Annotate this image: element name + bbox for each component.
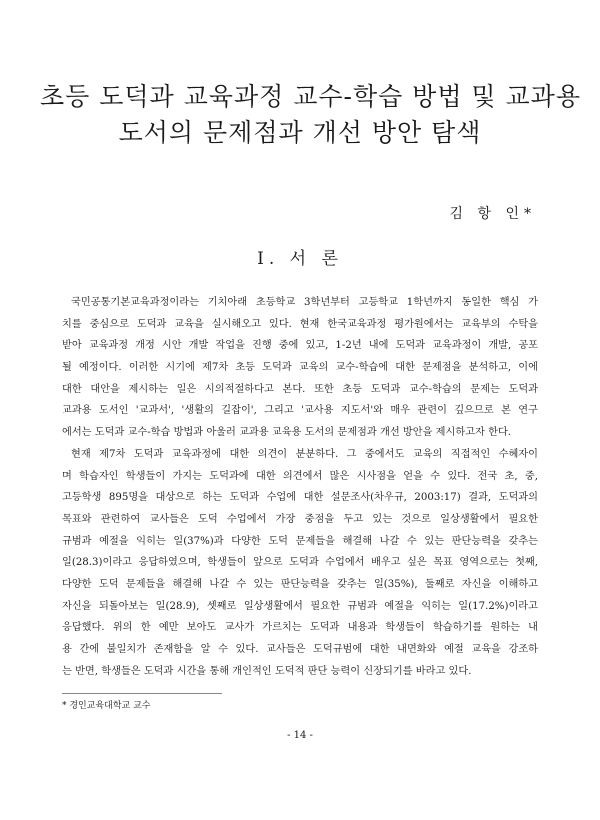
paragraph-line: 고등학생 895명을 대상으로 하는 도덕과 수업에 대한 설문조사(차우규, 2003:17) 결과, 도덕과의 bbox=[62, 492, 538, 504]
page-number: - 14 - bbox=[287, 730, 313, 741]
paper-title-line-1: 초등 도덕과 교육과정 교수-학습 방법 및 교과용 bbox=[40, 82, 581, 111]
footnote-divider bbox=[62, 693, 222, 694]
paragraph-line: 며 학습자인 학생들이 가지는 도덕과에 대한 의견에서 많은 시사점을 얻을 수 있다. 전국 초, 중, bbox=[62, 470, 538, 482]
paragraph-line: 일(28.3)이라고 응답하였으며, 학생들이 앞으로 도덕과 수업에서 배우고 싶은 목표 영역으로는 첫째, bbox=[62, 557, 538, 569]
paragraph-line: 목표와 관련하여 교사들은 도덕 수업에서 가장 중점을 두고 있는 것으로 일상생활에서 필요한 bbox=[62, 513, 538, 525]
paragraph-line: 는 반면, 학생들은 도덕과 시간을 통해 개인적인 도덕적 판단 능력이 신장되기를 바라고 있다. bbox=[62, 665, 472, 677]
paragraph-2 bbox=[62, 444, 538, 683]
paragraph-line: 대한 대안을 제시하는 일은 시의적절하다고 본다. 또한 초등 도덕과 교수-학습의 문제는 도덕과 bbox=[62, 383, 538, 395]
body-text bbox=[62, 292, 538, 682]
paragraph-line: 현재 제7차 도덕과 교육과정에 대한 의견이 분분하다. 그 중에서도 교육의 직접적인 수혜자이 bbox=[71, 448, 538, 460]
paragraph-line: 에서는 도덕과 교수-학습 방법과 아울러 교과용 교육용 도서의 문제점과 개선 방안을 제시하고자 한다. bbox=[62, 427, 512, 439]
paragraph-line: 자신을 되돌아보는 일(28.9), 셋째로 일상생활에서 필요한 규범과 예절을 익히는 일(17.2%)이라고 bbox=[62, 600, 538, 612]
paragraph-line: 치를 중심으로 도덕과 교육을 실시해오고 있다. 현재 한국교육과정 평가원에서는 교육부의 수탁을 bbox=[62, 318, 538, 330]
paragraph-line: 응답했다. 위의 한 예만 보아도 교사가 가르치는 도덕과 내용과 학생들이 학습하기를 원하는 내 bbox=[62, 622, 538, 634]
paragraph-line: 국민공통기본교육과정이라는 기치아래 초등학교 3학년부터 고등학교 1학년까지 동일한 핵심 가 bbox=[71, 297, 538, 308]
paragraph-line: 받아 교육과정 개정 시안 개발 작업을 진행 중에 있고, 1-2년 내에 도덕과 교육과정이 개발, 공포 bbox=[62, 340, 538, 352]
section-heading-introduction: I. 서 론 bbox=[257, 249, 343, 269]
paragraph-line: 교과용 도서인 '교과서', '생활의 길잡이', 그리고 '교사용 지도서'와 매우 관련이 깊으므로 본 연구 bbox=[62, 405, 538, 417]
paragraph-line: 될 예정이다. 이러한 시기에 제7차 초등 도덕과 교육의 교수-학습에 대한 문제점을 분석하고, 이에 bbox=[62, 362, 538, 374]
paragraph-line: 규범과 예절을 익히는 일(37%)과 다양한 도덕 문제들을 해결해 나갈 수 있는 판단능력을 갖추는 bbox=[62, 535, 538, 547]
paper-title-line-2: 도서의 문제점과 개선 방안 탐색 bbox=[118, 118, 482, 147]
paragraph-1 bbox=[62, 292, 538, 444]
paragraph-line: 다양한 도덕 문제들을 해결해 나갈 수 있는 판단능력을 갖추는 일(35%), 둘째로 자신을 이해하고 bbox=[62, 578, 538, 590]
author-name: 김 항 인* bbox=[449, 206, 536, 222]
author-affiliation-footnote: * 경인교육대학교 교수 bbox=[62, 701, 151, 711]
paragraph-line: 용 간에 불일치가 존재함을 알 수 있다. 교사들은 도덕규범에 대한 내면화와 예절 교육을 강조하 bbox=[62, 644, 538, 655]
